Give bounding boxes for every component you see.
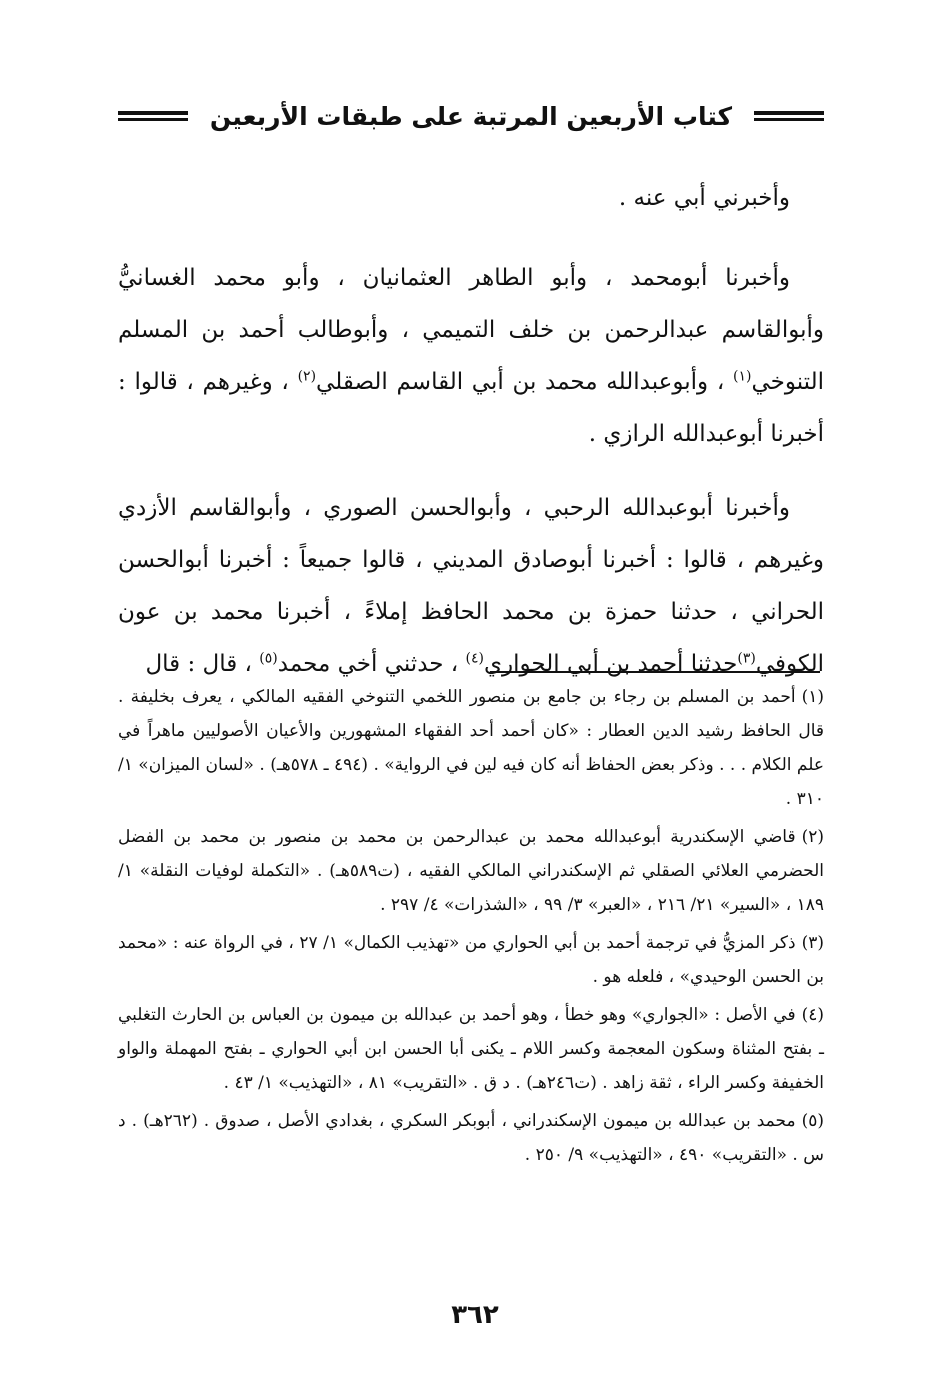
paragraph-3-part-c: ، حدثني أخي محمد — [277, 651, 466, 677]
header-rule-left — [118, 111, 188, 121]
footnotes — [118, 680, 824, 1176]
page-number: ٣٦٢ — [451, 1300, 499, 1330]
paragraph-2-part-c: ، وغيرهم ، قالوا : أخبرنا أبوعبدالله الرازي . — [118, 369, 824, 447]
footnote-separator — [490, 671, 820, 673]
footnote-number: (٤) — [801, 1005, 824, 1025]
paragraph-1: وأخبرني أبي عنه . — [618, 185, 790, 211]
footnote-3 — [118, 926, 824, 994]
running-header — [118, 92, 824, 140]
paragraph-2 — [118, 252, 824, 460]
footnote-4 — [118, 998, 824, 1100]
footnote-5 — [118, 1104, 824, 1172]
footnote-text: محمد بن عبدالله بن ميمون الإسكندراني ، أبوبكر السكري ، بغدادي الأصل ، صدوق . (٢٦٢هـ) . د س . «التقريب» ٤٩٠ ، «التهذيب» ٩/ ٢٥٠ . — [118, 1111, 824, 1165]
footnote-text: أحمد بن المسلم بن رجاء بن جامع بن منصور اللخمي التنوخي الفقيه المالكي ، يعرف بخليفة . قال الحافظ رشيد الدين العطار : «كان أحمد أحد الفقهاء المشهورين والأعيان الأصوليين ماهراً في علم الكلام . . . وذكر بعض الحفاظ أنه كان فيه لين في الرواية» . (٤٩٤ ـ ٥٧٨هـ) . «لسان الميزان» ١/ ٣١٠ . — [118, 687, 824, 809]
footnote-ref-4: (٤) — [465, 650, 485, 667]
header-rule-right — [754, 111, 824, 121]
footnote-number: (١) — [801, 687, 824, 707]
paragraph-3-part-d: ، قال : قال — [145, 651, 260, 677]
footnote-text: في الأصل : «الجواري» وهو خطأ ، وهو أحمد بن عبدالله بن ميمون بن العباس بن الحارث التغلبي ـ بفتح المثناة وسكون المعجمة وكسر اللام ـ يكنى أبا الحسن ابن أبي الحواري ـ بفتح المهملة والواو الخفيفة وكسر الراء ، ثقة زاهد . (ت٢٤٦هـ) . د ق . «التقريب» ٨١ ، «التهذيب» ١/ ٤٣ . — [118, 1005, 824, 1093]
footnote-text: قاضي الإسكندرية أبوعبدالله محمد بن عبدالرحمن بن محمد بن منصور بن محمد بن الفضل الحضرمي العلائي الصقلي ثم الإسكندراني المالكي الفقيه ، (ت٥٨٩هـ) . «التكملة لوفيات النقلة» ١/ ١٨٩ ، «السير» ٢١/ ٢١٦ ، «العبر» ٣/ ٩٩ ، «الشذرات» ٤/ ٢٩٧ . — [118, 827, 824, 915]
paragraph-3 — [118, 482, 824, 690]
footnote-number: (٣) — [801, 933, 824, 953]
footnote-ref-5: (٥) — [259, 650, 278, 667]
footnote-1 — [118, 680, 824, 816]
footnote-2 — [118, 820, 824, 922]
footnote-ref-2: (٢) — [297, 368, 317, 385]
footnote-text: ذكر المزيُّ في ترجمة أحمد بن أبي الحواري من «تهذيب الكمال» ١/ ٢٧ ، في الرواة عنه : «محمد بن الحسن الوحيدي» ، فلعله هو . — [118, 933, 824, 987]
paragraph-2-part-b: ، وأبوعبدالله محمد بن أبي القاسم الصقلي — [316, 369, 733, 395]
main-text — [118, 172, 824, 712]
paragraph-2-part-a: وأخبرنا أبومحمد ، وأبو الطاهر العثمانيان ، وأبو محمد الغسانيُّ وأبوالقاسم عبدالرحمن بن خلف التميمي ، وأبوطالب أحمد بن المسلم التنوخي — [118, 265, 824, 395]
footnote-number: (٥) — [801, 1111, 824, 1131]
paragraph-3-part-b: حدثنا أحمد بن أبي الحواري — [484, 651, 738, 677]
paragraph-3-part-a: وأخبرنا أبوعبدالله الرحبي ، وأبوالحسن الصوري ، وأبوالقاسم الأزدي وغيرهم ، قالوا : أخبرنا أبوصادق المديني ، قالوا جميعاً : أخبرنا أبوالحسن الحراني ، حدثنا حمزة بن محمد الحافظ إملاءً ، أخبرنا محمد بن عون الكوفي — [118, 495, 824, 677]
footnote-number: (٢) — [801, 827, 824, 847]
running-title: كتاب الأربعين المرتبة على طبقات الأربعين — [209, 101, 733, 131]
footnote-ref-1: (١) — [732, 368, 752, 385]
footnote-ref-3: (٣) — [737, 650, 756, 667]
